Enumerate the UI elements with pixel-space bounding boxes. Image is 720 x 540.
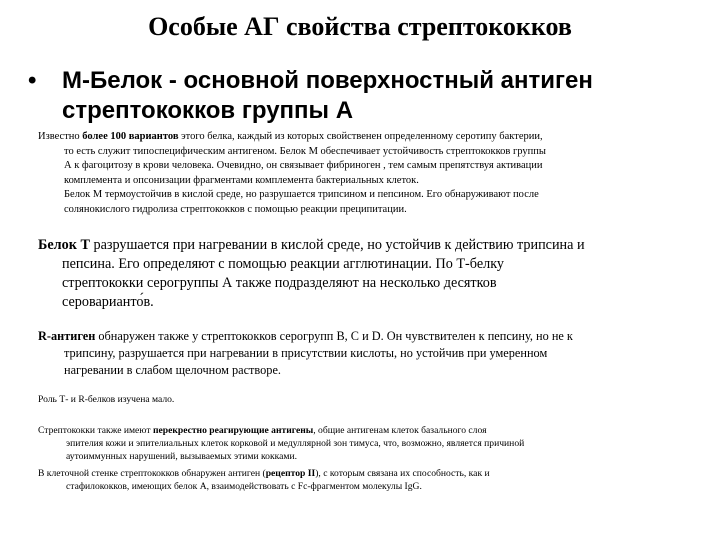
- p3-bold: R-антиген: [38, 329, 96, 343]
- p5-text: , общие антигенам клеток базального слоя: [313, 425, 487, 436]
- p4-line-1: Роль Т- и R-белков изучена мало.: [38, 394, 175, 405]
- p5-line-1: [38, 424, 688, 437]
- bullet-line-2: стрептококков группы А: [62, 97, 354, 124]
- p5-text: Стрептококки также имеют: [38, 425, 153, 436]
- p1-line-2: то есть служит типоспецифическим антигеном. Белок М обеспечивает устойчивость стрептококков группы: [64, 145, 546, 157]
- paragraph-r-antigen: [38, 328, 688, 379]
- p1-line-4: комплемента и опсонизации фрагментами комплемента бактериальных клеток.: [64, 174, 419, 186]
- p1-text: этого белка, каждый из которых свойственен определенному серотипу бактерии,: [178, 131, 543, 142]
- bullet-line-1: М-Белок - основной поверхностный антиген: [62, 67, 593, 94]
- slide-title: Особые АГ свойства стрептококков: [148, 12, 572, 41]
- bullet-heading: [28, 66, 708, 126]
- p2-text: разрушается при нагревании в кислой среде, но устойчив к действию трипсина и: [89, 237, 585, 253]
- p3-line-2: трипсину, разрушается при нагревании в присутствии кислоты, но устойчив при умеренном: [64, 346, 548, 360]
- paragraph-cross-reacting: [38, 424, 688, 464]
- p5-line-2: эпителия кожи и эпителиальных клеток корковой и медуллярной зон тимуса, что, возможно, является причиной: [66, 438, 525, 450]
- p5-line-3: аутоиммунных нарушений, вызываемых этими кокками.: [66, 451, 298, 463]
- p1-line-5: Белок М термоустойчив в кислой среде, но разрушается трипсином и пепсином. Его обнаруживают после: [64, 189, 539, 200]
- p2-line-3: стрептококки серогруппы А также подразделяют на несколько десятков: [62, 275, 497, 291]
- p5-bold: перекрестно реагирующие антигены: [152, 425, 314, 436]
- p2-line-2: пепсина. Его определяют с помощью реакции агглютинации. По Т-белку: [62, 256, 504, 272]
- bullet-marker: •: [28, 67, 37, 94]
- p1-line-6: солянокислого гидролиза стрептококков с помощью реакции преципитации.: [64, 203, 407, 215]
- p2-line-1: [38, 236, 688, 255]
- p3-line-3: нагревании в слабом щелочном растворе.: [64, 363, 281, 377]
- paragraph-receptor: [38, 467, 688, 493]
- p1-text: Известно: [38, 131, 83, 142]
- p2-line-4: сероварианто́в.: [62, 294, 154, 310]
- paragraph-role: [38, 393, 688, 406]
- p1-line-1: [38, 130, 688, 145]
- paragraph-m-protein: [38, 130, 688, 217]
- p6-text: ), с которым связана их способность, как и: [315, 468, 490, 479]
- p6-text: В клеточной стенке стрептококков обнаружен антиген (: [38, 468, 266, 479]
- p2-bold: Белок Т: [38, 237, 90, 253]
- paragraph-t-protein: [38, 236, 688, 312]
- p6-bold: рецептор II: [265, 468, 316, 479]
- p6-line-1: [38, 467, 688, 480]
- p3-line-1: [38, 328, 688, 345]
- p3-text: обнаружен также у стрептококков серогрупп В, С и D. Он чувствителен к пепсину, но не к: [95, 329, 573, 343]
- p1-bold: более 100 вариантов: [82, 131, 179, 142]
- p6-line-2: стафилококков, имеющих белок А, взаимодействовать с Fc-фрагментом молекулы IgG.: [66, 481, 422, 493]
- p1-line-3: А к фагоцитозу в крови человека. Очевидно, он связывает фибриноген , тем самым препятствуя активации: [64, 160, 543, 171]
